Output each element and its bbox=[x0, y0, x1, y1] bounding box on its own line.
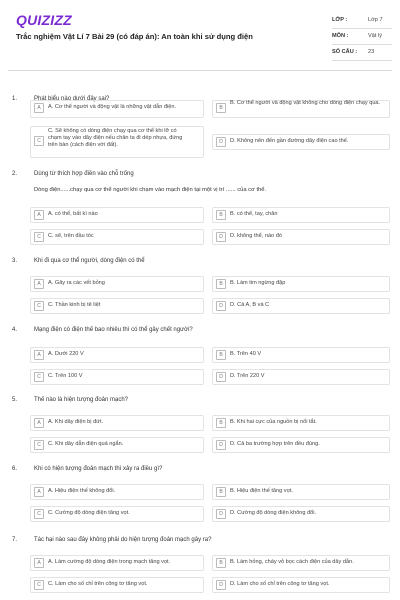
option-text: A. Khi dây điện bị đứt. bbox=[48, 419, 104, 425]
option-letter-badge: D bbox=[216, 372, 226, 382]
question-text: Mạng điện có điện thế bao nhiêu thì có thể gây chết người? bbox=[34, 327, 193, 333]
option-text: A. Làm cường độ dòng điện trong mạch tăng vọt. bbox=[48, 559, 171, 565]
option-text: D. không thể, nào đó bbox=[230, 233, 282, 239]
option-letter-badge: A bbox=[34, 418, 44, 428]
option-text: C. Cường độ dòng điện tăng vọt. bbox=[48, 510, 130, 516]
option-letter-badge: B bbox=[216, 279, 226, 289]
worksheet-meta bbox=[332, 13, 392, 61]
option-text: C. Sẽ không có dòng điện chạy qua cơ thể khi lỡ có chạm tay vào dây điện nếu chân ta đi dép nhựa, đứng trên bàn (cách điện với đất). bbox=[48, 128, 183, 148]
option-letter-badge: C bbox=[34, 372, 44, 382]
question-number: 3. bbox=[12, 258, 18, 264]
option-text: D. Làm cho số chỉ trên công tơ tăng vọt. bbox=[230, 581, 330, 587]
meta-row-count bbox=[332, 45, 392, 61]
option-letter-badge: D bbox=[216, 232, 226, 242]
option-text: C. Thần kinh bị tê liệt bbox=[48, 302, 101, 308]
option-text: B. Cơ thể người và động vật không cho dòng điện chạy qua. bbox=[230, 100, 381, 106]
option-letter-badge: C bbox=[34, 509, 44, 519]
question-number: 2. bbox=[12, 171, 18, 177]
option-letter-badge: C bbox=[34, 580, 44, 590]
option-text: C. Khi dây dẫn điện quá ngắn. bbox=[48, 441, 124, 447]
question-subtext: Dòng điện......chạy qua cơ thể người khi chạm vào mạch điện tại một vị trí ...... của cơ thể. bbox=[34, 187, 267, 193]
option-letter-badge: C bbox=[34, 301, 44, 311]
option-letter-badge: C bbox=[34, 440, 44, 450]
option-letter-badge: A bbox=[34, 210, 44, 220]
meta-value: Vật lý bbox=[368, 33, 382, 39]
meta-value: Lớp 7 bbox=[368, 17, 383, 23]
meta-label: MÔN : bbox=[332, 33, 349, 39]
option-letter-badge: A bbox=[34, 279, 44, 289]
option-text: B. Trên 40 V bbox=[230, 351, 262, 357]
option-letter-badge: D bbox=[216, 301, 226, 311]
option-text: D. Không nên đến gần đường dây điện cao thế. bbox=[230, 138, 349, 144]
option-letter-badge: D bbox=[216, 509, 226, 519]
meta-label: LỚP : bbox=[332, 17, 348, 23]
option-letter-badge: B bbox=[216, 558, 226, 568]
question-number: 4. bbox=[12, 327, 18, 333]
option-letter-badge: A bbox=[34, 350, 44, 360]
option-text: B. Làm hỏng, cháy vỏ bọc cách điện của dây dẫn. bbox=[230, 559, 354, 565]
option-letter-badge: C bbox=[34, 232, 44, 242]
option-letter-badge: B bbox=[216, 103, 226, 113]
option-text: A. Gây ra các vết bỏng bbox=[48, 280, 105, 286]
option-text: D. Cả ba trường hợp trên đều đúng. bbox=[230, 441, 320, 447]
option-letter-badge: A bbox=[34, 558, 44, 568]
meta-value: 23 bbox=[368, 49, 375, 55]
meta-row-class bbox=[332, 13, 392, 29]
option-letter-badge: A bbox=[34, 103, 44, 113]
question-text: Phát biểu nào dưới đây sai? bbox=[34, 96, 110, 102]
option-text: A. có thể, bất kì nào bbox=[48, 211, 98, 217]
question-number: 5. bbox=[12, 397, 18, 403]
question-text: Khi có hiện tượng đoản mạch thì xảy ra điều gì? bbox=[34, 466, 163, 472]
worksheet-header bbox=[0, 0, 400, 62]
option-text: B. có thể, tay, chân bbox=[230, 211, 278, 217]
question-text: Dùng từ thích hợp điền vào chỗ trống bbox=[34, 171, 134, 177]
question-text: Thế nào là hiện tượng đoản mạch? bbox=[34, 397, 129, 403]
option-text: B. Hiệu điện thế tăng vọt. bbox=[230, 488, 293, 494]
option-letter-badge: B bbox=[216, 418, 226, 428]
option-letter-badge: B bbox=[216, 350, 226, 360]
option-letter-badge: D bbox=[216, 137, 226, 147]
question-number: 7. bbox=[12, 537, 18, 543]
option-text: A. Hiệu điện thế không đổi. bbox=[48, 488, 116, 494]
meta-label: SỐ CÂU : bbox=[332, 49, 358, 55]
option-letter-badge: A bbox=[34, 487, 44, 497]
question-text: Khi đi qua cơ thể người, dòng điện có thể bbox=[34, 258, 145, 264]
option-text: D. Trên 220 V bbox=[230, 373, 265, 379]
option-letter-badge: D bbox=[216, 580, 226, 590]
option-letter-badge: B bbox=[216, 210, 226, 220]
option-letter-badge: B bbox=[216, 487, 226, 497]
option-letter-badge: D bbox=[216, 440, 226, 450]
question-number: 1. bbox=[12, 96, 18, 102]
meta-row-subject bbox=[332, 29, 392, 45]
option-text: C. Làm cho số chỉ trên công tơ tăng vọt. bbox=[48, 581, 148, 587]
option-text: C. sẽ, trên đầu tóc bbox=[48, 233, 94, 239]
option-text: A. Cơ thể người và động vật là những vật dẫn điện. bbox=[48, 104, 177, 110]
question-number: 6. bbox=[12, 466, 18, 472]
worksheet-title: Trắc nghiệm Vật Lí 7 Bài 29 (có đáp án): An toàn khi sử dụng điện bbox=[16, 32, 253, 41]
option-text: C. Trên 100 V bbox=[48, 373, 83, 379]
option-text: D. Cường độ dòng điện không đổi. bbox=[230, 510, 317, 516]
question-text: Tác hại nào sau đây không phải do hiện tượng đoản mạch gây ra? bbox=[34, 537, 212, 543]
option-text: B. Khi hai cực của nguồn bị nối tắt. bbox=[230, 419, 317, 425]
option-letter-badge: C bbox=[34, 136, 44, 146]
option-text: D. Cả A, B và C bbox=[230, 302, 270, 308]
option-text: B. Làm tim ngừng đập bbox=[230, 280, 286, 286]
quizizz-logo: QUIZIZZ bbox=[16, 12, 72, 28]
option-text: A. Dưới 220 V bbox=[48, 351, 84, 357]
header-divider bbox=[8, 70, 392, 71]
